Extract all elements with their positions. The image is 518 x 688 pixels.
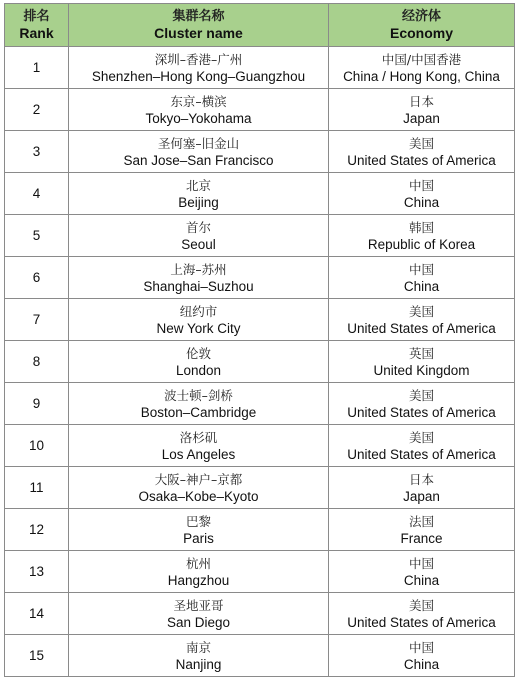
rank-cell xyxy=(5,89,69,131)
cluster-ranking-table xyxy=(4,3,515,677)
economy-header xyxy=(329,4,515,47)
economy-cell xyxy=(329,593,515,635)
economy-zh: 美国 xyxy=(408,135,434,151)
economy-cell xyxy=(329,425,515,467)
table-row xyxy=(5,257,515,299)
economy-zh: 美国 xyxy=(408,303,434,319)
rank-value: 10 xyxy=(28,438,45,453)
cluster-name-header xyxy=(69,4,329,47)
rank-value: 2 xyxy=(32,102,41,117)
economy-en: Japan xyxy=(403,488,440,504)
cluster-name-en: New York City xyxy=(156,320,241,336)
cluster-name-zh: 伦敦 xyxy=(185,345,211,361)
cluster-name-zh: 洛杉矶 xyxy=(179,429,218,445)
rank-value: 14 xyxy=(28,606,45,621)
cluster-name-zh: 圣何塞–旧金山 xyxy=(157,135,240,151)
economy-en: China xyxy=(403,656,440,672)
cluster-name-en: Shenzhen–Hong Kong–Guangzhou xyxy=(91,68,306,84)
cluster-name-cell xyxy=(69,467,329,509)
rank-cell xyxy=(5,299,69,341)
economy-cell xyxy=(329,467,515,509)
rank-value: 13 xyxy=(28,564,45,579)
cluster-name-cell xyxy=(69,299,329,341)
economy-en: Republic of Korea xyxy=(367,236,476,252)
rank-cell xyxy=(5,635,69,677)
rank-value: 4 xyxy=(32,186,41,201)
rank-cell xyxy=(5,131,69,173)
cluster-name-cell xyxy=(69,341,329,383)
table-row xyxy=(5,425,515,467)
economy-en: United States of America xyxy=(347,320,496,336)
cluster-name-zh: 纽约市 xyxy=(179,303,218,319)
cluster-name-en: Boston–Cambridge xyxy=(140,404,257,420)
rank-cell xyxy=(5,467,69,509)
cluster-name-en: London xyxy=(175,362,222,378)
economy-en: United States of America xyxy=(347,404,496,420)
cluster-name-en: San Jose–San Francisco xyxy=(123,152,274,168)
cluster-name-cell xyxy=(69,383,329,425)
cluster-name-zh: 圣地亚哥 xyxy=(173,597,224,613)
table-row xyxy=(5,47,515,89)
economy-zh: 美国 xyxy=(408,597,434,613)
economy-zh: 日本 xyxy=(408,93,434,109)
table-row xyxy=(5,551,515,593)
cluster-name-en: Paris xyxy=(183,530,214,546)
cluster-name-cell xyxy=(69,257,329,299)
table-row xyxy=(5,383,515,425)
economy-header-zh: 经济体 xyxy=(401,9,441,24)
cluster-name-en: San Diego xyxy=(166,614,231,630)
cluster-name-en: Shanghai–Suzhou xyxy=(143,278,254,294)
rank-cell xyxy=(5,215,69,257)
cluster-name-en: Tokyo–Yokohama xyxy=(145,110,252,126)
rank-cell xyxy=(5,47,69,89)
rank-cell xyxy=(5,593,69,635)
cluster-name-cell xyxy=(69,551,329,593)
cluster-name-zh: 巴黎 xyxy=(185,513,211,529)
cluster-name-zh: 首尔 xyxy=(185,219,211,235)
economy-cell xyxy=(329,341,515,383)
cluster-name-zh: 大阪–神户–京都 xyxy=(154,471,243,487)
cluster-name-header-en: Cluster name xyxy=(154,25,243,41)
cluster-name-zh: 深圳–香港–广州 xyxy=(154,51,243,67)
economy-cell xyxy=(329,173,515,215)
table-row xyxy=(5,593,515,635)
rank-value: 5 xyxy=(32,228,41,243)
cluster-name-cell xyxy=(69,131,329,173)
economy-zh: 中国/中国香港 xyxy=(381,51,462,67)
header-row xyxy=(5,4,515,47)
economy-zh: 美国 xyxy=(408,387,434,403)
rank-cell xyxy=(5,257,69,299)
economy-en: United States of America xyxy=(347,446,496,462)
economy-zh: 美国 xyxy=(408,429,434,445)
economy-en: United States of America xyxy=(347,614,496,630)
table-row xyxy=(5,299,515,341)
economy-zh: 韩国 xyxy=(408,219,434,235)
rank-value: 7 xyxy=(32,312,41,327)
cluster-name-zh: 上海–苏州 xyxy=(170,261,227,277)
economy-en: United Kingdom xyxy=(373,362,470,378)
table-row xyxy=(5,467,515,509)
rank-cell xyxy=(5,173,69,215)
economy-cell xyxy=(329,383,515,425)
economy-cell xyxy=(329,299,515,341)
cluster-name-cell xyxy=(69,509,329,551)
cluster-name-en: Beijing xyxy=(178,194,219,210)
cluster-name-cell xyxy=(69,593,329,635)
economy-cell xyxy=(329,635,515,677)
rank-value: 8 xyxy=(32,354,41,369)
economy-header-en: Economy xyxy=(389,25,453,41)
rank-cell xyxy=(5,425,69,467)
table-row xyxy=(5,89,515,131)
economy-en: China xyxy=(403,278,440,294)
economy-en: China xyxy=(403,572,440,588)
cluster-name-zh: 南京 xyxy=(185,639,211,655)
economy-zh: 法国 xyxy=(408,513,434,529)
cluster-name-cell xyxy=(69,89,329,131)
rank-value: 9 xyxy=(32,396,41,411)
economy-zh: 中国 xyxy=(408,177,434,193)
cluster-name-cell xyxy=(69,635,329,677)
table-row xyxy=(5,341,515,383)
economy-en: China xyxy=(403,194,440,210)
economy-zh: 英国 xyxy=(408,345,434,361)
table-row xyxy=(5,509,515,551)
economy-cell xyxy=(329,131,515,173)
economy-en: Japan xyxy=(403,110,440,126)
economy-cell xyxy=(329,551,515,593)
rank-value: 6 xyxy=(32,270,41,285)
cluster-name-cell xyxy=(69,425,329,467)
table-row xyxy=(5,635,515,677)
cluster-name-cell xyxy=(69,47,329,89)
table-body xyxy=(5,47,515,677)
rank-value: 12 xyxy=(28,522,45,537)
economy-cell xyxy=(329,509,515,551)
table-row xyxy=(5,215,515,257)
economy-cell xyxy=(329,47,515,89)
economy-cell xyxy=(329,89,515,131)
economy-cell xyxy=(329,257,515,299)
economy-zh: 中国 xyxy=(408,639,434,655)
economy-zh: 中国 xyxy=(408,555,434,571)
rank-header-zh: 排名 xyxy=(23,9,50,24)
cluster-name-cell xyxy=(69,173,329,215)
rank-header xyxy=(5,4,69,47)
rank-value: 1 xyxy=(32,60,41,75)
rank-cell xyxy=(5,341,69,383)
rank-header-en: Rank xyxy=(19,25,54,41)
cluster-name-header-zh: 集群名称 xyxy=(172,9,225,24)
rank-cell xyxy=(5,509,69,551)
cluster-name-en: Osaka–Kobe–Kyoto xyxy=(138,488,259,504)
rank-value: 11 xyxy=(29,480,44,495)
rank-value: 3 xyxy=(32,144,41,159)
economy-en: China / Hong Kong, China xyxy=(343,68,500,84)
table-row xyxy=(5,173,515,215)
table-row xyxy=(5,131,515,173)
cluster-name-zh: 杭州 xyxy=(185,555,211,571)
cluster-name-cell xyxy=(69,215,329,257)
cluster-name-en: Hangzhou xyxy=(167,572,230,588)
cluster-name-zh: 波士顿–剑桥 xyxy=(164,387,233,403)
cluster-name-zh: 东京–横滨 xyxy=(170,93,227,109)
economy-en: France xyxy=(400,530,443,546)
economy-zh: 日本 xyxy=(408,471,434,487)
rank-cell xyxy=(5,383,69,425)
economy-cell xyxy=(329,215,515,257)
rank-cell xyxy=(5,551,69,593)
cluster-name-en: Los Angeles xyxy=(161,446,236,462)
cluster-name-en: Seoul xyxy=(181,236,216,252)
economy-en: United States of America xyxy=(347,152,496,168)
cluster-name-zh: 北京 xyxy=(185,177,211,193)
cluster-name-en: Nanjing xyxy=(175,656,222,672)
economy-zh: 中国 xyxy=(408,261,434,277)
rank-value: 15 xyxy=(28,648,45,663)
